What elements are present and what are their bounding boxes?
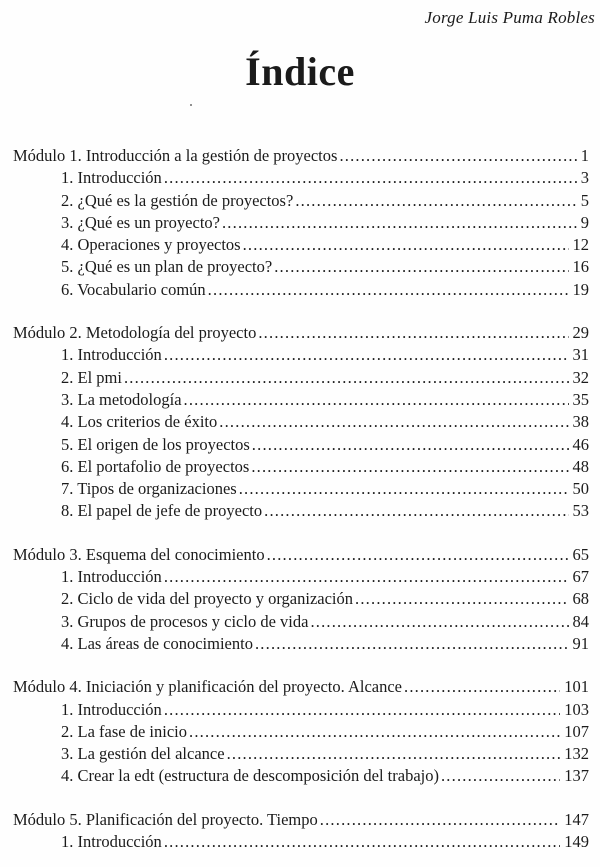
toc-entry-page-number: 91 [572, 633, 589, 653]
toc-dot-leader [164, 566, 569, 588]
toc-item-row [13, 699, 589, 721]
toc-entry-page-number: 137 [564, 766, 589, 786]
toc-entry-title: Módulo 1. Introducción a la gestión de proyectos [13, 146, 338, 165]
toc-dot-leader [243, 234, 569, 256]
toc-entry-title: 1. Introducción [61, 832, 162, 852]
toc-entry-page-number: 35 [572, 389, 589, 409]
toc-module-row [13, 809, 589, 831]
toc-entry-title: 2. Ciclo de vida del proyecto y organización [61, 589, 354, 609]
author-byline: Jorge Luis Puma Robles [424, 8, 595, 27]
toc-dot-leader [339, 145, 576, 167]
toc-item-row [13, 389, 589, 411]
toc-item-row [13, 367, 589, 389]
toc-entry-page-number: 103 [564, 699, 589, 719]
toc-dot-leader [295, 190, 576, 212]
toc-dot-leader [189, 721, 560, 743]
toc-entry-title: 2. El pmi [61, 367, 122, 387]
toc-entry-title: 1. Introducción [61, 345, 162, 365]
toc-dot-leader [219, 411, 568, 433]
toc-item-row [13, 190, 589, 212]
toc-entry-title: 3. ¿Qué es un proyecto? [61, 212, 220, 232]
toc-entry-title: 1. Introducción [61, 567, 162, 587]
toc-entry-title: 5. ¿Qué es un plan de proyecto? [61, 257, 273, 277]
toc-entry-page-number: 12 [572, 235, 589, 255]
toc-dot-leader [239, 478, 569, 500]
toc-module-section [13, 809, 589, 854]
toc-entry-page-number: 68 [572, 589, 589, 609]
toc-entry-title: Módulo 5. Planificación del proyecto. Tiempo [13, 809, 318, 829]
toc-entry-page-number: 31 [572, 345, 589, 365]
toc-entry-page-number: 107 [564, 721, 589, 741]
toc-item-row [13, 344, 589, 366]
toc-entry-title: 5. El origen de los proyectos [61, 434, 250, 454]
page-title: Índice [245, 49, 355, 94]
toc-item-row [13, 279, 589, 301]
toc-item-row [13, 256, 589, 278]
toc-module-section [13, 145, 589, 301]
toc-module-section [13, 322, 589, 523]
toc-dot-leader [274, 256, 568, 278]
toc-item-row [13, 500, 589, 522]
toc-dot-leader [222, 212, 577, 234]
toc-item-row [13, 633, 589, 655]
toc-entry-page-number: 38 [572, 412, 589, 432]
toc-entry-title: 8. El papel de jefe de proyecto [61, 501, 263, 521]
toc-dot-leader [320, 809, 560, 831]
toc-dot-leader [184, 389, 569, 411]
toc-module-section [13, 544, 589, 655]
toc-entry-title: 1. Introducción [61, 699, 162, 719]
toc-item-row [13, 234, 589, 256]
toc-entry-page-number: 5 [580, 190, 589, 210]
toc-entry-page-number: 132 [564, 744, 589, 764]
toc-dot-leader [208, 279, 569, 301]
toc-dot-leader [251, 456, 568, 478]
toc-entry-page-number: 149 [564, 832, 589, 852]
toc-entry-title: 4. Operaciones y proyectos [61, 235, 241, 255]
toc-dot-leader [164, 699, 560, 721]
toc-item-row [13, 411, 589, 433]
toc-module-row [13, 676, 589, 698]
toc-entry-page-number: 3 [580, 168, 589, 188]
toc-item-row [13, 721, 589, 743]
toc-entry-title: 2. La fase de inicio [61, 721, 187, 741]
toc-item-row [13, 456, 589, 478]
toc-dot-leader [310, 611, 568, 633]
toc-module-section [13, 676, 589, 787]
toc-entry-title: 3. Grupos de procesos y ciclo de vida [61, 611, 309, 631]
toc-entry-page-number: 46 [572, 434, 589, 454]
toc-entry-title: 1. Introducción [61, 168, 162, 188]
toc-item-row [13, 765, 589, 787]
toc-entry-title: 4. Crear la edt (estructura de descomposición del trabajo) [61, 766, 439, 786]
toc-module-row [13, 145, 589, 167]
toc-dot-leader [404, 676, 560, 698]
toc-entry-title: Módulo 4. Iniciación y planificación del proyecto. Alcance [13, 677, 402, 697]
toc-dot-leader [258, 322, 568, 344]
scan-speck-artifact [190, 104, 192, 106]
toc-entry-title: 4. Las áreas de conocimiento [61, 633, 253, 653]
table-of-contents [13, 145, 589, 853]
toc-entry-page-number: 67 [572, 567, 589, 587]
toc-item-row [13, 167, 589, 189]
toc-item-row [13, 212, 589, 234]
toc-dot-leader [227, 743, 561, 765]
toc-entry-page-number: 29 [572, 323, 589, 343]
toc-entry-title: 4. Los criterios de éxito [61, 412, 218, 432]
toc-module-row [13, 544, 589, 566]
toc-entry-page-number: 50 [572, 479, 589, 499]
toc-entry-page-number: 48 [572, 456, 589, 476]
toc-dot-leader [252, 434, 569, 456]
toc-entry-title: Módulo 3. Esquema del conocimiento [13, 544, 265, 564]
toc-entry-title: 2. ¿Qué es la gestión de proyectos? [61, 190, 294, 210]
toc-entry-page-number: 16 [572, 257, 589, 277]
toc-dot-leader [164, 831, 560, 853]
toc-entry-page-number: 101 [564, 677, 589, 697]
toc-dot-leader [255, 633, 569, 655]
toc-entry-title: 7. Tipos de organizaciones [61, 479, 237, 499]
toc-item-row [13, 566, 589, 588]
toc-dot-leader [267, 544, 569, 566]
toc-item-row [13, 478, 589, 500]
toc-item-row [13, 434, 589, 456]
toc-item-row [13, 831, 589, 853]
toc-entry-page-number: 1 [580, 146, 589, 165]
toc-entry-page-number: 9 [580, 212, 589, 232]
toc-entry-page-number: 32 [572, 367, 589, 387]
toc-entry-page-number: 19 [572, 279, 589, 299]
toc-entry-page-number: 53 [572, 501, 589, 521]
toc-entry-page-number: 147 [564, 809, 589, 829]
toc-entry-page-number: 84 [572, 611, 589, 631]
toc-module-row [13, 322, 589, 344]
toc-dot-leader [355, 588, 568, 610]
toc-item-row [13, 743, 589, 765]
toc-entry-page-number: 65 [572, 544, 589, 564]
toc-entry-title: Módulo 2. Metodología del proyecto [13, 323, 257, 343]
toc-item-row [13, 588, 589, 610]
toc-entry-title: 6. Vocabulario común [61, 279, 206, 299]
toc-entry-title: 3. La metodología [61, 389, 182, 409]
toc-item-row [13, 611, 589, 633]
toc-entry-title: 6. El portafolio de proyectos [61, 456, 250, 476]
toc-dot-leader [441, 765, 560, 787]
toc-dot-leader [164, 344, 569, 366]
toc-dot-leader [124, 367, 569, 389]
toc-entry-title: 3. La gestión del alcance [61, 744, 225, 764]
toc-dot-leader [164, 167, 577, 189]
toc-dot-leader [264, 500, 568, 522]
